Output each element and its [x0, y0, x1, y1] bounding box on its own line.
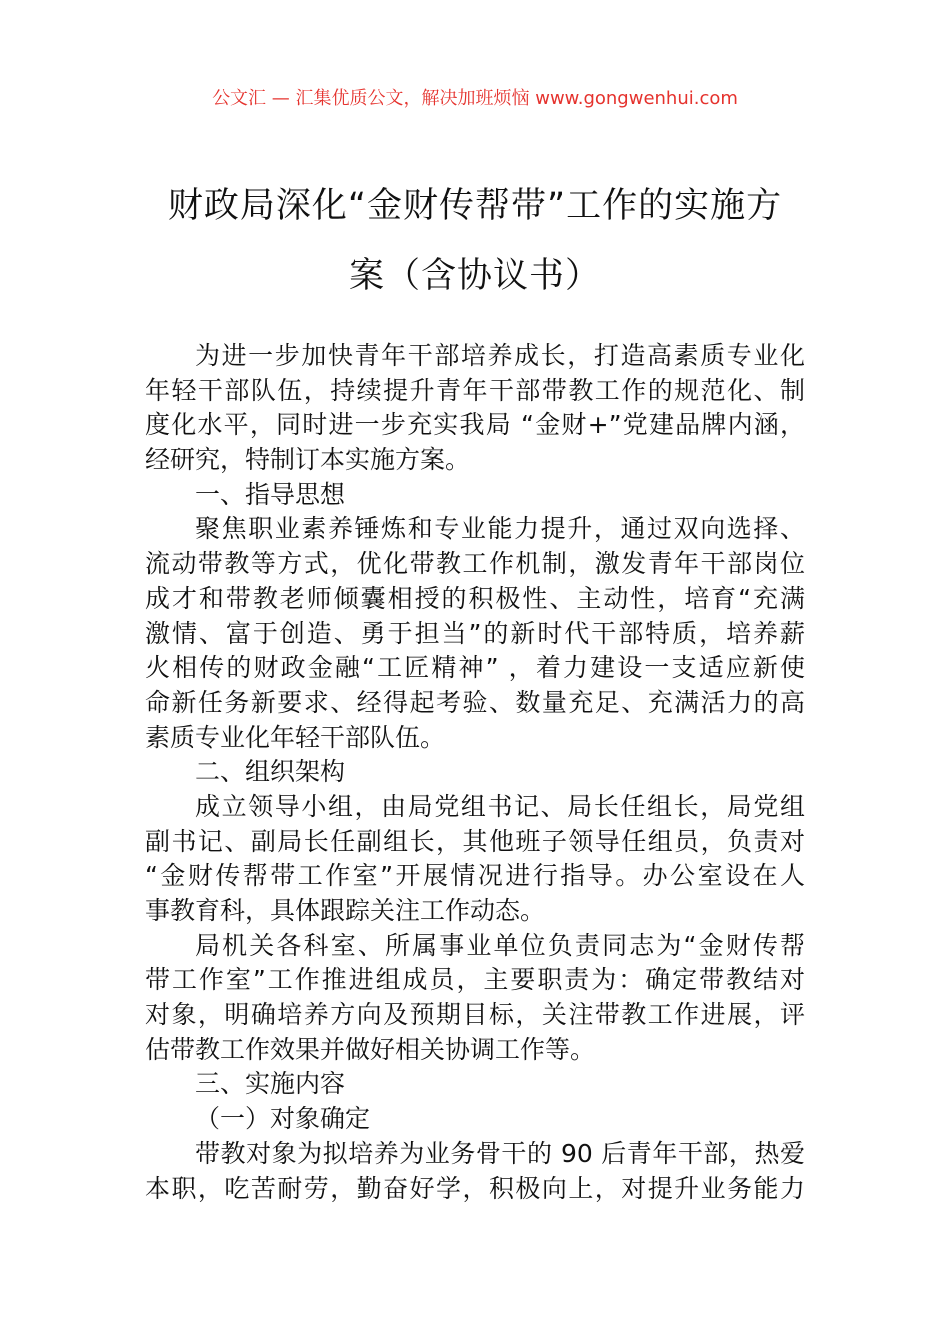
- text-line: 估带教工作效果并做好相关协调工作等。: [145, 1034, 596, 1064]
- text-line: 火相传的财政金融“工匠精神” ，着力建设一支适应新使: [145, 653, 805, 683]
- text-line: 带工作室”工作推进组成员，主要职责为：确定带教结对: [145, 965, 805, 995]
- text-line: 激情、富于创造、勇于担当”的新时代干部特质，培养薪: [145, 618, 805, 648]
- text-line: 经研究，特制订本实施方案。: [145, 445, 471, 475]
- text-line: 带教对象为拟培养为业务骨干的 90 后青年干部，热爱: [195, 1138, 805, 1168]
- document-body: [145, 339, 805, 1206]
- watermark-header: 公文汇 — 汇集优质公文，解决加班烦恼 www.gongwenhui.com: [212, 88, 738, 109]
- text-line: 流动带教等方式，优化带教工作机制，激发青年干部岗位: [145, 549, 805, 579]
- document-title-line-1: 财政局深化“金财传帮带”工作的实施方: [167, 186, 783, 226]
- text-line: 年轻干部队伍，持续提升青年干部带教工作的规范化、制: [145, 375, 805, 405]
- text-line: 局机关各科室、所属事业单位负责同志为“金财传帮: [195, 930, 805, 960]
- text-line: 命新任务新要求、经得起考验、数量充足、充满活力的高: [145, 687, 805, 717]
- text-line: 度化水平，同时进一步充实我局 “金财+”党建品牌内涵，: [145, 410, 805, 440]
- text-line: 本职，吃苦耐劳，勤奋好学，积极向上，对提升业务能力: [145, 1173, 805, 1203]
- text-line: 三、实施内容: [195, 1069, 346, 1099]
- text-line: 二、组织架构: [195, 757, 346, 787]
- text-line: 事教育科，具体跟踪关注工作动态。: [145, 896, 546, 925]
- text-line: 对象，明确培养方向及预期目标，关注带教工作进展，评: [145, 1000, 805, 1030]
- text-line: （一）对象确定: [195, 1104, 371, 1134]
- text-line: 为进一步加快青年干部培养成长，打造高素质专业化: [195, 341, 805, 370]
- text-line: 副书记、副局长任副组长，其他班子领导任组员，负责对: [145, 826, 805, 856]
- text-line: 一、指导思想: [195, 479, 346, 509]
- text-line: 聚焦职业素养锤炼和专业能力提升，通过双向选择、: [195, 514, 805, 544]
- text-line: 素质专业化年轻干部队伍。: [145, 722, 446, 752]
- document-title-line-2: 案（含协议书）: [348, 256, 601, 296]
- text-line: 成立领导小组，由局党组书记、局长任组长，局党组: [195, 791, 805, 821]
- text-line: 成才和带教老师倾囊相授的积极性、主动性，培育“充满: [145, 583, 805, 613]
- text-line: “金财传帮带工作室”开展情况进行指导。办公室设在人: [145, 861, 805, 891]
